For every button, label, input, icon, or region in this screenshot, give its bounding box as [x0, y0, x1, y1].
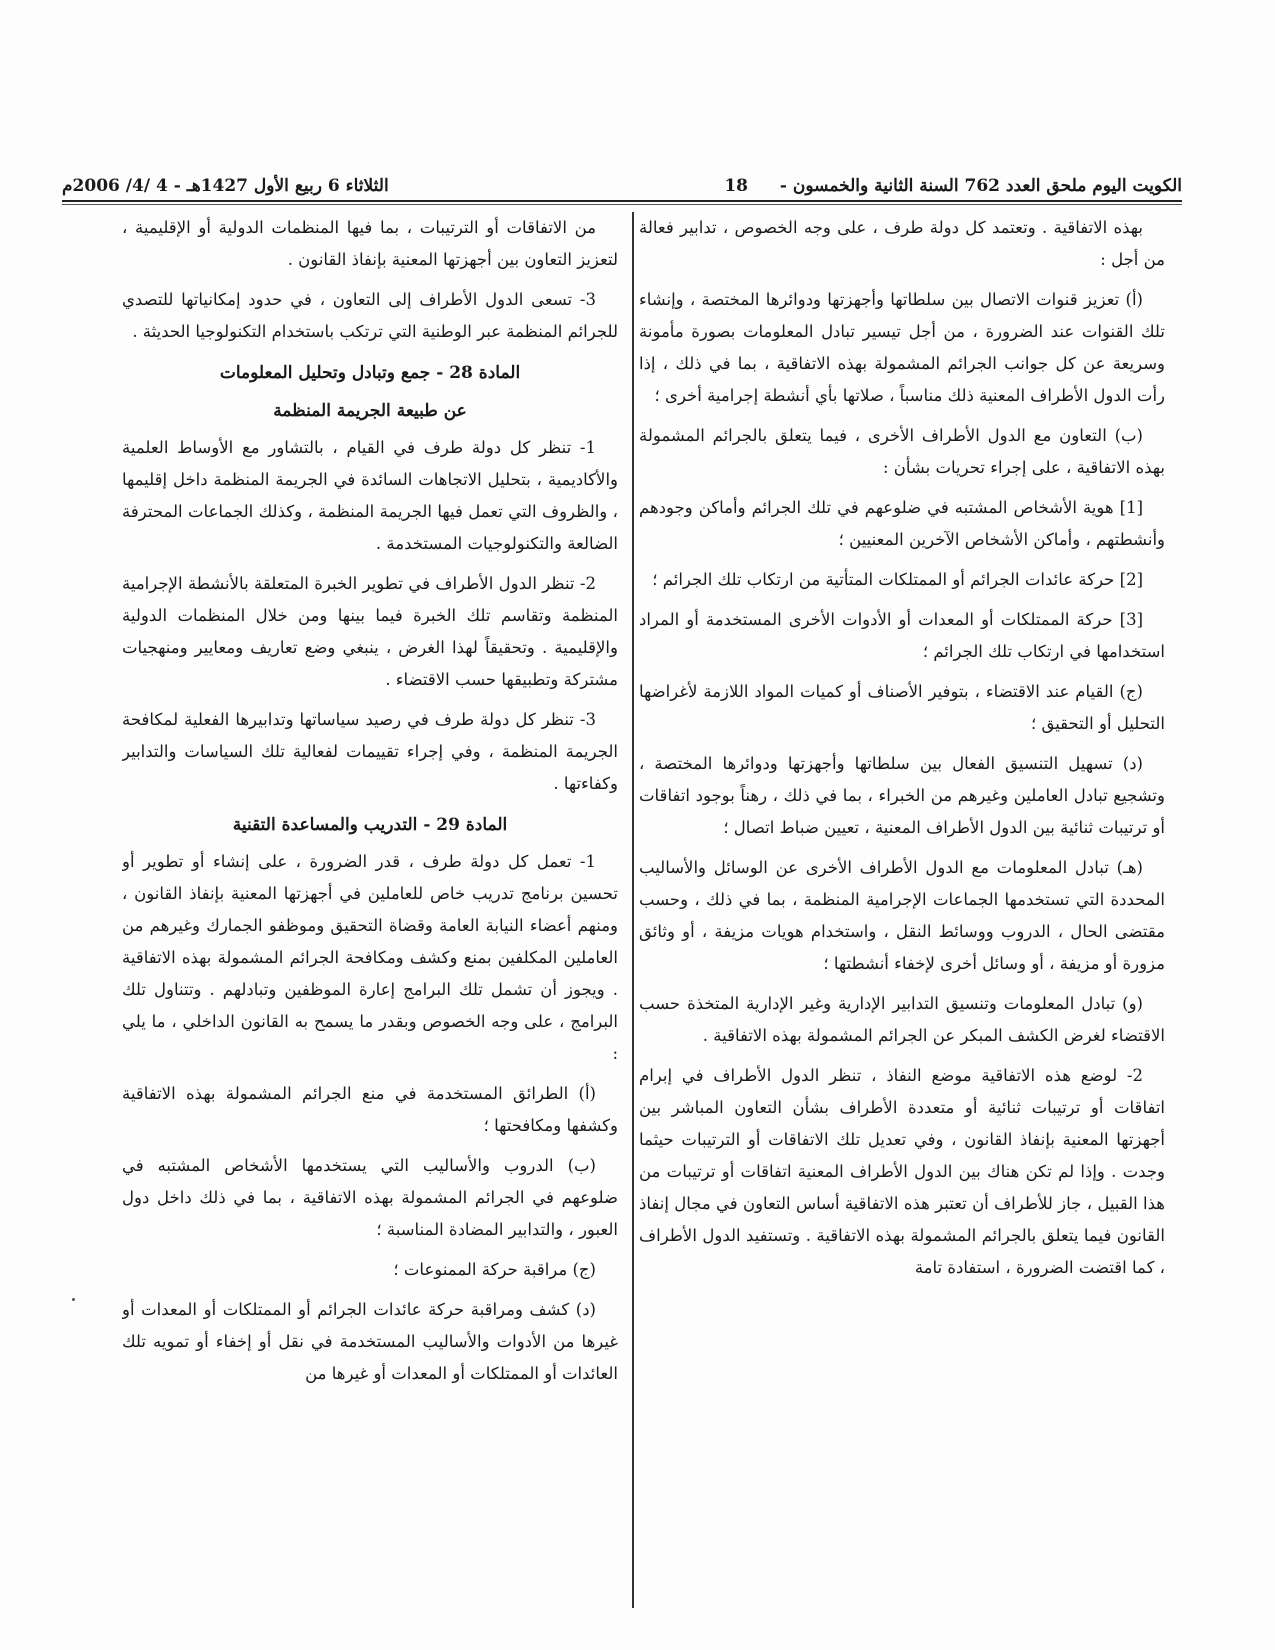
paragraph: من الاتفاقات أو الترتيبات ، بما فيها المنظمات الدولية أو الإقليمية ، لتعزيز التعاون بين أجهزتها المعنية بإنفاذ القانون .	[122, 218, 618, 269]
left-column	[122, 212, 618, 1612]
paragraph: (أ) تعزيز قنوات الاتصال بين سلطاتها وأجهزتها ودوائرها المختصة ، وإنشاء تلك القنوات عند الضرورة ، من أجل تيسير تبادل المعلومات بصورة مأمونة وسريعة عن كل جوانب الجرائم المشمولة بهذه الاتفاقية ، بما في ذلك ، إذا رأت الدول الأطراف المعنية ذلك مناسباً ، صلاتها بأي أنشطة إجرامية أخرى ؛	[639, 290, 1165, 405]
article-heading: المادة 28 - جمع وتبادل وتحليل المعلومات	[219, 363, 521, 383]
header-publication	[698, 176, 1182, 196]
page-header	[62, 166, 1182, 196]
paragraph: (ب) الدروب والأساليب التي يستخدمها الأشخاص المشتبه في ضلوعهم في الجرائم المشمولة بهذه الاتفاقية ، بما في ذلك داخل دول العبور ، والتدابير المضادة المناسبة ؛	[122, 1156, 618, 1239]
right-column	[639, 212, 1165, 1612]
paragraph: 1- تعمل كل دولة طرف ، قدر الضرورة ، على إنشاء أو تطوير أو تحسين برنامج تدريب خاص للعاملين في أجهزتها المعنية بإنفاذ القانون ، ومنهم أعضاء النيابة العامة وقضاة التحقيق وموظفو الجمارك وغيرهم من العاملين المكلفين بمنع وكشف ومكافحة الجرائم المشمولة بهذه الاتفاقية . ويجوز أن تشمل تلك البرامج إعارة الموظفين وتبادلهم . وتتناول تلك البرامج ، على وجه الخصوص وبقدر ما يسمح به القانون الداخلي ، ما يلي :	[122, 852, 618, 1063]
paragraph: (هـ) تبادل المعلومات مع الدول الأطراف الأخرى عن الوسائل والأساليب المحددة التي تستخدمها الجماعات الإجرامية المنظمة ، بما في ذلك ، وحسب مقتضى الحال ، الدروب ووسائط النقل ، واستخدام هويات مزيفة ، أو وثائق مزورة أو مزيفة ، أو وسائل أخرى لإخفاء أنشطتها ؛	[639, 858, 1165, 973]
paragraph: (د) كشف ومراقبة حركة عائدات الجرائم أو الممتلكات أو المعدات أو غيرها من الأدوات والأساليب المستخدمة في نقل أو إخفاء أو تمويه تلك العائدات أو الممتلكات أو المعدات أو غيرها من	[122, 1300, 618, 1383]
paragraph: (د) تسهيل التنسيق الفعال بين سلطاتها وأجهزتها ودوائرها المختصة ، وتشجيع تبادل العاملين وغيرهم من الخبراء ، بما في ذلك ، رهناً بوجود اتفاقات أو ترتيبات ثنائية بين الدول الأطراف المعنية ، تعيين ضباط اتصال ؛	[639, 754, 1165, 837]
header-date: الثلاثاء 6 ربيع الأول 1427هـ - 4 /4/ 2006م	[62, 176, 389, 196]
scan-speck	[72, 1298, 75, 1301]
page-number: 18	[724, 176, 748, 196]
paragraph: (ج) مراقبة حركة الممنوعات ؛	[393, 1260, 596, 1279]
paragraph: [1] هوية الأشخاص المشتبه في ضلوعهم في تلك الجرائم وأماكن وجودهم وأنشطتهم ، وأماكن الأشخاص الآخرين المعنيين ؛	[639, 498, 1165, 549]
paragraph: 3- تنظر كل دولة طرف في رصيد سياساتها وتدابيرها الفعلية لمكافحة الجريمة المنظمة ، وفي إجراء تقييمات لفعالية تلك السياسات والتدابير وكفاءتها .	[122, 710, 618, 793]
paragraph: [3] حركة الممتلكات أو المعدات أو الأدوات الأخرى المستخدمة أو المراد استخدامها في ارتكاب تلك الجرائم ؛	[639, 610, 1165, 661]
paragraph: (ب) التعاون مع الدول الأطراف الأخرى ، فيما يتعلق بالجرائم المشمولة بهذه الاتفاقية ، على إجراء تحريات بشأن :	[639, 426, 1165, 477]
paragraph: 2- تنظر الدول الأطراف في تطوير الخبرة المتعلقة بالأنشطة الإجرامية المنظمة وتقاسم تلك الخبرة فيما بينها ومن خلال المنظمات الدولية والإقليمية . وتحقيقاً لهذا الغرض ، ينبغي وضع تعاريف ومعايير ومنهجيات مشتركة وتطبيقها حسب الاقتضاء .	[122, 574, 618, 689]
paragraph: (أ) الطرائق المستخدمة في منع الجرائم المشمولة بهذه الاتفاقية وكشفها ومكافحتها ؛	[122, 1084, 618, 1135]
article-heading: عن طبيعة الجريمة المنظمة	[273, 401, 467, 421]
header-rule	[62, 200, 1182, 202]
paragraph: بهذه الاتفاقية . وتعتمد كل دولة طرف ، على وجه الخصوص ، تدابير فعالة من أجل :	[639, 218, 1165, 269]
header-rule-thin	[62, 204, 1182, 205]
paragraph: [2] حركة عائدات الجرائم أو الممتلكات المتأتية من ارتكاب تلك الجرائم ؛	[652, 570, 1143, 589]
column-divider	[632, 212, 634, 1608]
paragraph: (و) تبادل المعلومات وتنسيق التدابير الإدارية وغير الإدارية المتخذة حسب الاقتضاء لغرض الكشف المبكر عن الجرائم المشمولة بهذه الاتفاقية .	[639, 994, 1165, 1045]
paragraph: 3- تسعى الدول الأطراف إلى التعاون ، في حدود إمكانياتها للتصدي للجرائم المنظمة عبر الوطنية التي ترتكب باستخدام التكنولوجيا الحديثة .	[122, 290, 618, 341]
article-heading: المادة 29 - التدريب والمساعدة التقنية	[232, 815, 508, 835]
paragraph: 2- لوضع هذه الاتفاقية موضع النفاذ ، تنظر الدول الأطراف في إبرام اتفاقات أو ترتيبات ثنائية أو متعددة الأطراف بشأن التعاون المباشر بين أجهزتها المعنية بإنفاذ القانون ، وفي تعديل تلك الاتفاقات أو الترتيبات حيثما وجدت . وإذا لم تكن هناك بين الدول الأطراف المعنية اتفاقات أو ترتيبات من هذا القبيل ، جاز للأطراف أن تعتبر هذه الاتفاقية أساس التعاون في مجال إنفاذ القانون فيما يتعلق بالجرائم المشمولة بهذه الاتفاقية . وتستفيد الدول الأطراف ، كما اقتضت الضرورة ، استفادة تامة	[639, 1066, 1165, 1277]
paragraph: 1- تنظر كل دولة طرف في القيام ، بالتشاور مع الأوساط العلمية والأكاديمية ، بتحليل الاتجاهات السائدة في الجريمة المنظمة داخل إقليمها ، والظروف التي تعمل فيها الجريمة المنظمة ، وكذلك الجماعات المحترفة الضالعة والتكنولوجيات المستخدمة .	[122, 438, 618, 553]
paragraph: (ج) القيام عند الاقتضاء ، بتوفير الأصناف أو كميات المواد اللازمة لأغراضها التحليل أو التحقيق ؛	[639, 682, 1165, 733]
header-publication-text: الكويت اليوم ملحق العدد 762 السنة الثانية والخمسون -	[779, 176, 1182, 196]
